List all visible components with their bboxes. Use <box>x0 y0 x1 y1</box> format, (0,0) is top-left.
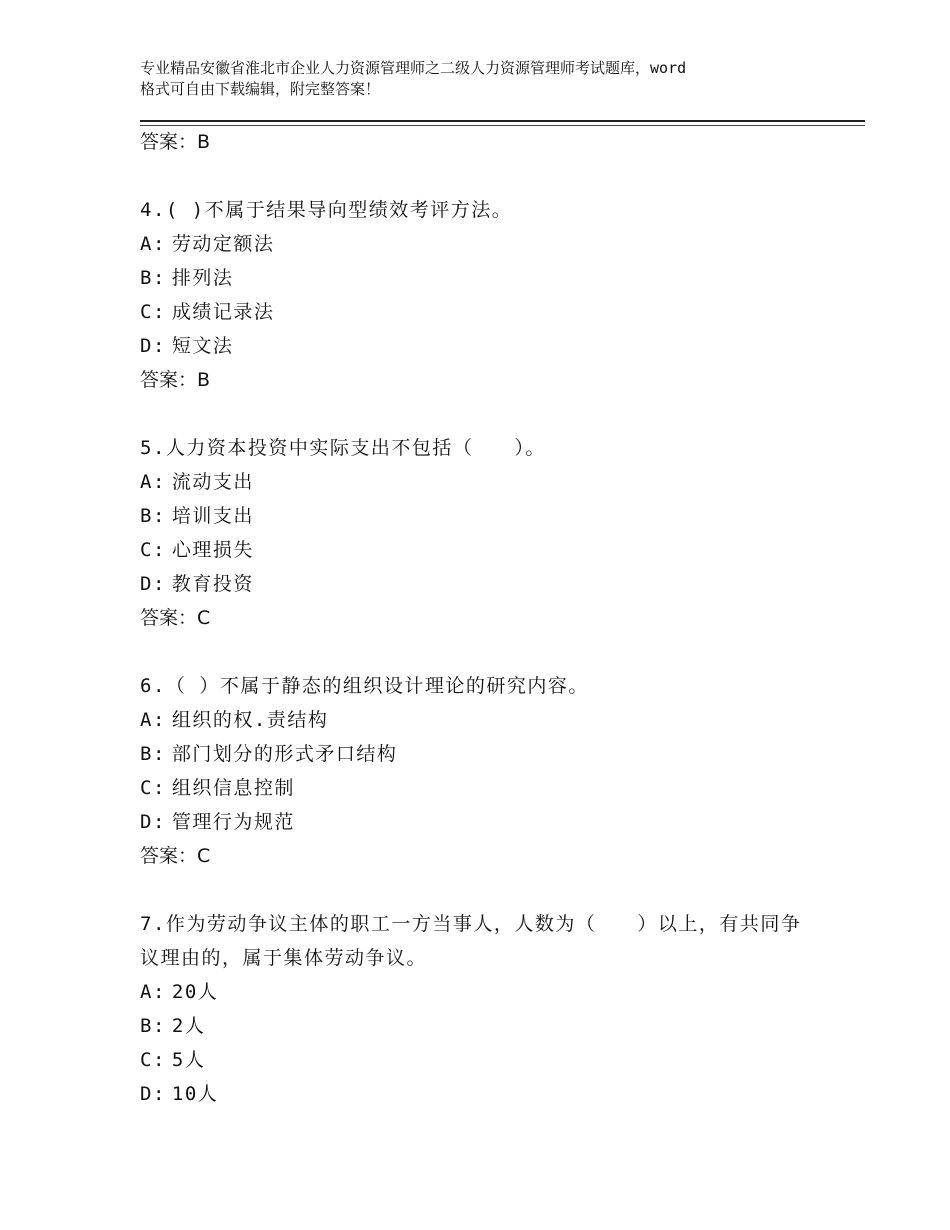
option-text: 成绩记录法 <box>171 301 275 323</box>
option-label: A: <box>140 981 166 1003</box>
question-stem: 5.人力资本投资中实际支出不包括（ ）。 <box>140 437 546 459</box>
option-label: C: <box>140 1049 166 1071</box>
option-text: 培训支出 <box>171 505 254 527</box>
question-4 <box>140 193 820 397</box>
option-label: C: <box>140 301 166 323</box>
option-b <box>140 1009 820 1043</box>
option-text: 劳动定额法 <box>171 233 275 255</box>
option-text: 教育投资 <box>171 573 254 595</box>
option-text: 心理损失 <box>171 539 254 561</box>
option-c <box>140 1043 820 1077</box>
header-line-2: 格式可自由下载编辑，附完整答案！ <box>140 80 381 98</box>
option-d <box>140 329 820 363</box>
option-b <box>140 261 820 295</box>
option-label: C: <box>140 777 166 799</box>
option-text: 流动支出 <box>171 471 254 493</box>
option-label: D: <box>140 573 166 595</box>
option-text: 管理行为规范 <box>171 811 295 833</box>
question-6 <box>140 669 820 873</box>
option-label: B: <box>140 267 166 289</box>
option-a <box>140 703 820 737</box>
option-text: 排列法 <box>171 267 234 289</box>
option-text: 组织的权.责结构 <box>171 709 329 731</box>
answer-text: 答案：C <box>140 845 211 867</box>
option-label: B: <box>140 1015 166 1037</box>
option-text: 20人 <box>171 981 219 1003</box>
option-text: 5人 <box>171 1049 206 1071</box>
question-stem: 4.( )不属于结果导向型绩效考评方法。 <box>140 199 513 221</box>
option-label: A: <box>140 233 166 255</box>
option-d <box>140 805 820 839</box>
option-text: 组织信息控制 <box>171 777 295 799</box>
option-c <box>140 533 820 567</box>
question-stem: 7.作为劳动争议主体的职工一方当事人，人数为（ ）以上，有共同争议理由的，属于集体劳动争议。 <box>140 913 802 969</box>
answer-text: 答案：B <box>140 369 211 391</box>
option-text: 短文法 <box>171 335 234 357</box>
option-a <box>140 227 820 261</box>
option-label: D: <box>140 1083 166 1105</box>
answer-text: 答案：B <box>140 131 211 153</box>
option-b <box>140 737 820 771</box>
option-a <box>140 975 820 1009</box>
option-label: B: <box>140 743 166 765</box>
option-text: 2人 <box>171 1015 206 1037</box>
option-d <box>140 567 820 601</box>
option-label: D: <box>140 811 166 833</box>
question-5 <box>140 431 820 635</box>
option-text: 部门划分的形式矛口结构 <box>171 743 398 765</box>
header-line-1: 专业精品安徽省淮北市企业人力资源管理师之二级人力资源管理师考试题库，word <box>140 59 687 77</box>
option-b <box>140 499 820 533</box>
option-c <box>140 771 820 805</box>
option-label: A: <box>140 709 166 731</box>
option-a <box>140 465 820 499</box>
option-label: B: <box>140 505 166 527</box>
document-header <box>140 58 840 100</box>
option-d <box>140 1077 820 1111</box>
question-stem: 6.（ ）不属于静态的组织设计理论的研究内容。 <box>140 675 589 697</box>
option-label: C: <box>140 539 166 561</box>
header-divider-thick <box>140 120 865 122</box>
answer-text: 答案：C <box>140 607 211 629</box>
option-label: D: <box>140 335 166 357</box>
option-c <box>140 295 820 329</box>
option-label: A: <box>140 471 166 493</box>
document-body <box>140 125 820 1111</box>
question-7 <box>140 907 820 1111</box>
option-text: 10人 <box>171 1083 219 1105</box>
